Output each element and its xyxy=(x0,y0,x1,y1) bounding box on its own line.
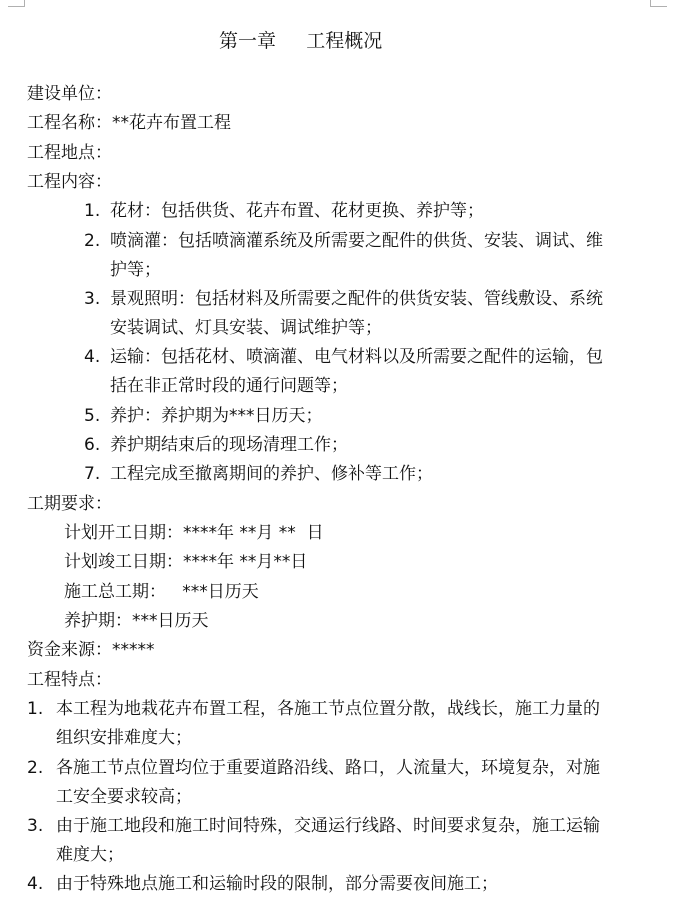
content-item-num: 3. xyxy=(84,289,101,309)
schedule-label: 养护期： xyxy=(64,611,132,631)
content-item-num: 2. xyxy=(84,231,101,251)
content-item-num: 1. xyxy=(84,201,101,221)
schedule-value: ****年 **月**日 xyxy=(183,552,308,572)
field-location: 工程地点： xyxy=(27,143,112,163)
schedule-maintenance xyxy=(64,609,209,633)
content-item-num: 4. xyxy=(84,347,101,367)
funding xyxy=(27,638,155,662)
schedule-value: ***日历天 xyxy=(166,582,259,602)
content-item-line: 括在非正常时段的通行问题等； xyxy=(110,376,348,396)
schedule-heading: 工期要求： xyxy=(27,494,112,514)
content-item-num: 6. xyxy=(84,435,101,455)
funding-label: 资金来源： xyxy=(27,640,112,660)
field-unit: 建设单位： xyxy=(27,84,112,104)
feature-item-num: 2. xyxy=(27,758,44,778)
schedule-value: ***日历天 xyxy=(132,611,209,631)
content-item-line: 景观照明：包括材料及所需要之配件的供货安装、管线敷设、系统 xyxy=(110,289,603,309)
content-item-line: 花材：包括供货、花卉布置、花材更换、养护等； xyxy=(110,201,484,221)
content-item-line: 养护：养护期为***日历天； xyxy=(110,406,323,426)
feature-item-line: 难度大； xyxy=(56,845,124,865)
field-project-name-value: **花卉布置工程 xyxy=(112,113,231,133)
field-project-name-label: 工程名称： xyxy=(27,113,112,133)
feature-item-num: 1. xyxy=(27,699,44,719)
page-corner-mark-left xyxy=(8,0,25,7)
feature-item-num: 4. xyxy=(27,874,44,894)
page-corner-mark-right xyxy=(650,0,667,7)
content-item-num: 7. xyxy=(84,464,101,484)
content-item-line: 运输：包括花材、喷滴灌、电气材料以及所需要之配件的运输，包 xyxy=(110,347,603,367)
feature-item-line: 由于施工地段和施工时间特殊，交通运行线路、时间要求复杂，施工运输 xyxy=(56,816,600,836)
content-item-line: 护等； xyxy=(110,260,161,280)
content-item-line: 安装调试、灯具安装、调试维护等； xyxy=(110,318,382,338)
schedule-end xyxy=(64,550,307,574)
feature-item-line: 组织安排难度大； xyxy=(56,728,192,748)
schedule-value: ****年 **月 ** 日 xyxy=(183,523,324,543)
content-item-line: 工程完成至撤离期间的养护、修补等工作； xyxy=(110,464,433,484)
field-content: 工程内容： xyxy=(27,172,112,192)
feature-item-line: 工安全要求较高； xyxy=(56,787,192,807)
schedule-total xyxy=(64,580,259,604)
content-item-num: 5. xyxy=(84,406,101,426)
content-item-line: 喷滴灌：包括喷滴灌系统及所需要之配件的供货、安装、调试、维 xyxy=(110,231,603,251)
chapter-title: 第一章 工程概况 xyxy=(219,30,383,52)
feature-item-num: 3. xyxy=(27,816,44,836)
funding-value: ***** xyxy=(112,640,155,660)
schedule-start xyxy=(64,521,324,545)
feature-item-line: 本工程为地栽花卉布置工程，各施工节点位置分散，战线长，施工力量的 xyxy=(56,699,600,719)
feature-item-line: 由于特殊地点施工和运输时段的限制，部分需要夜间施工； xyxy=(56,874,498,894)
features-heading: 工程特点： xyxy=(27,670,112,690)
feature-item-line: 各施工节点位置均位于重要道路沿线、路口，人流量大，环境复杂，对施 xyxy=(56,758,600,778)
schedule-label: 施工总工期： xyxy=(64,582,166,602)
content-item-line: 养护期结束后的现场清理工作； xyxy=(110,435,348,455)
schedule-label: 计划开工日期： xyxy=(64,523,183,543)
schedule-label: 计划竣工日期： xyxy=(64,552,183,572)
field-project-name xyxy=(27,111,231,135)
